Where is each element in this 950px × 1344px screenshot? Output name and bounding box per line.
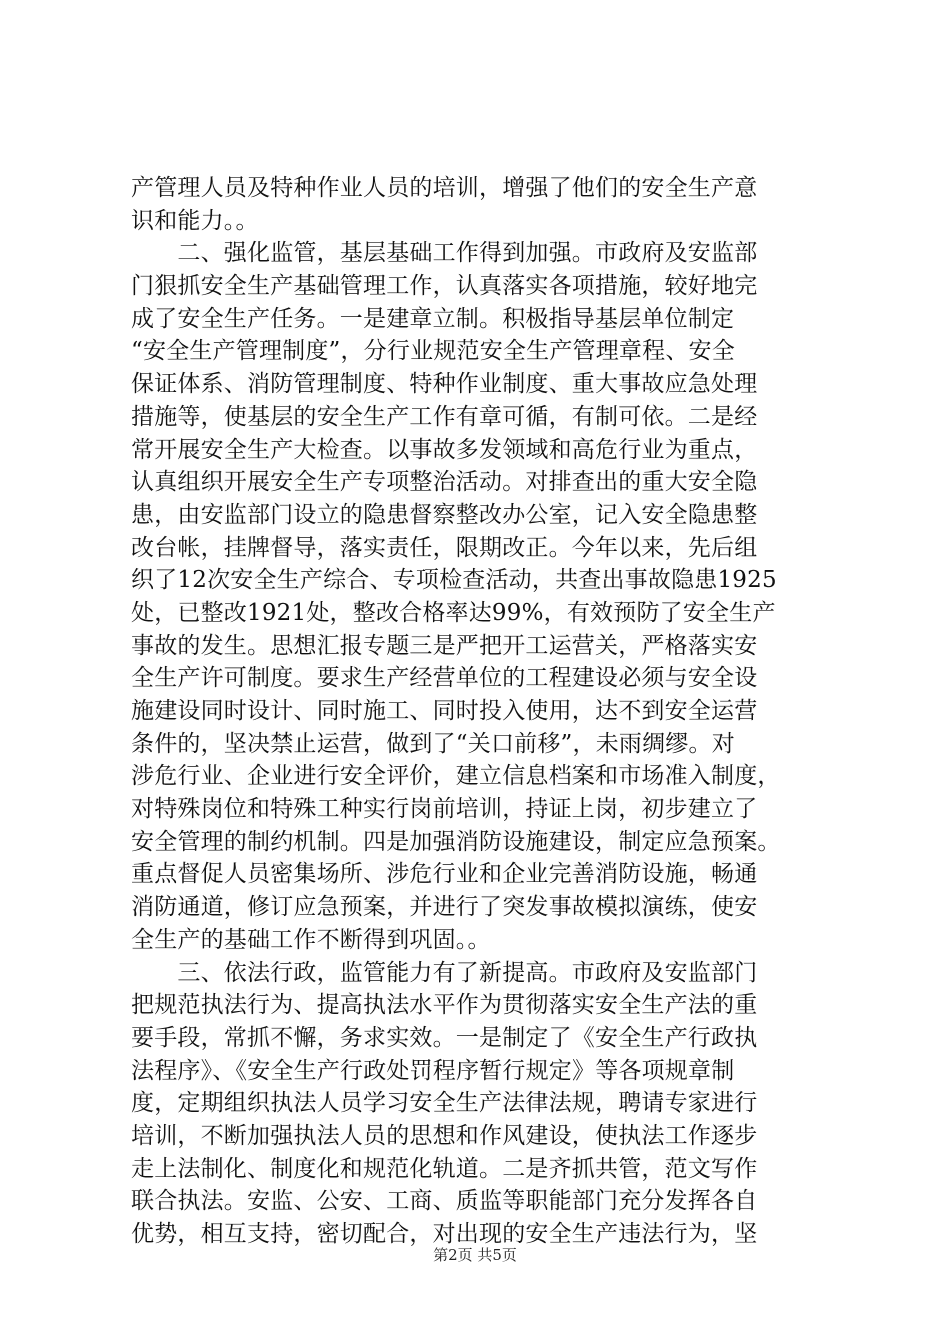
text-line: 全生产许可制度。要求生产经营单位的工程建设必须与安全设 bbox=[131, 665, 758, 692]
text-line: 度，定期组织执法人员学习安全生产法律法规，聘请专家进行 bbox=[131, 1090, 758, 1117]
text-line: 全生产的基础工作不断得到巩固。。 bbox=[131, 926, 491, 953]
paragraph-start-line: 二、强化监管，基层基础工作得到加强。市政府及安监部 bbox=[131, 240, 758, 267]
text-line: 措施等，使基层的安全生产工作有章可循，有制可依。二是经 bbox=[131, 403, 758, 430]
page-number-footer: 第2页 共5页 bbox=[433, 1246, 517, 1264]
text-line: 联合执法。安监、公安、工商、质监等职能部门充分发挥各自 bbox=[131, 1188, 758, 1215]
text-line: 条件的，坚决禁止运营，做到了“关口前移”，未雨绸缪。对 bbox=[131, 730, 735, 757]
text-line: 改台帐，挂牌督导，落实责任，限期改正。今年以来，先后组 bbox=[131, 534, 758, 561]
text-line: 要手段，常抓不懈，务求实效。一是制定了《安全生产行政执 bbox=[131, 1024, 758, 1051]
text-line: 重点督促人员密集场所、涉危行业和企业完善消防设施，畅通 bbox=[131, 861, 758, 888]
text-line: 涉危行业、企业进行安全评价，建立信息档案和市场准入制度， bbox=[131, 763, 781, 790]
text-line: 织了12次安全生产综合、专项检查活动，共查出事故隐患1925 bbox=[131, 567, 777, 594]
text-line: 门狠抓安全生产基础管理工作，认真落实各项措施，较好地完 bbox=[131, 273, 758, 300]
text-line: 法程序》、《安全生产行政处罚程序暂行规定》等各项规章制 bbox=[131, 1057, 735, 1084]
text-line: 识和能力。。 bbox=[131, 207, 259, 234]
text-line: 保证体系、消防管理制度、特种作业制度、重大事故应急处理 bbox=[131, 371, 758, 398]
text-line: 安全管理的制约机制。四是加强消防设施建设，制定应急预案。 bbox=[131, 828, 781, 855]
text-line: 患，由安监部门设立的隐患督察整改办公室，记入安全隐患整 bbox=[131, 501, 758, 528]
text-line: 产管理人员及特种作业人员的培训，增强了他们的安全生产意 bbox=[131, 175, 758, 201]
text-line: 把规范执法行为、提高执法水平作为贯彻落实安全生产法的重 bbox=[131, 992, 758, 1019]
text-line: “安全生产管理制度”，分行业规范安全生产管理章程、安全 bbox=[131, 338, 735, 365]
text-line: 成了安全生产任务。一是建章立制。积极指导基层单位制定 bbox=[131, 305, 735, 332]
text-line: 常开展安全生产大检查。以事故多发领域和高危行业为重点， bbox=[131, 436, 758, 463]
text-line: 消防通道，修订应急预案，并进行了突发事故模拟演练，使安 bbox=[131, 894, 758, 921]
paragraph-start-line: 三、依法行政，监管能力有了新提高。市政府及安监部门 bbox=[131, 959, 758, 986]
document-body bbox=[131, 172, 831, 1251]
text-line: 认真组织开展安全生产专项整治活动。对排查出的重大安全隐 bbox=[131, 469, 758, 496]
text-line: 优势，相互支持，密切配合，对出现的安全生产违法行为，坚 bbox=[131, 1221, 758, 1247]
text-line: 施建设同时设计、同时施工、同时投入使用，达不到安全运营 bbox=[131, 698, 758, 724]
text-line: 处，已整改1921处，整改合格率达99%，有效预防了安全生产 bbox=[131, 599, 776, 626]
text-line: 对特殊岗位和特殊工种实行岗前培训，持证上岗，初步建立了 bbox=[131, 796, 758, 823]
text-line: 事故的发生。思想汇报专题三是严把开工运营关，严格落实安 bbox=[131, 632, 758, 659]
text-line: 走上法制化、制度化和规范化轨道。二是齐抓共管，范文写作 bbox=[131, 1155, 758, 1182]
text-line: 培训，不断加强执法人员的思想和作风建设，使执法工作逐步 bbox=[131, 1122, 758, 1149]
